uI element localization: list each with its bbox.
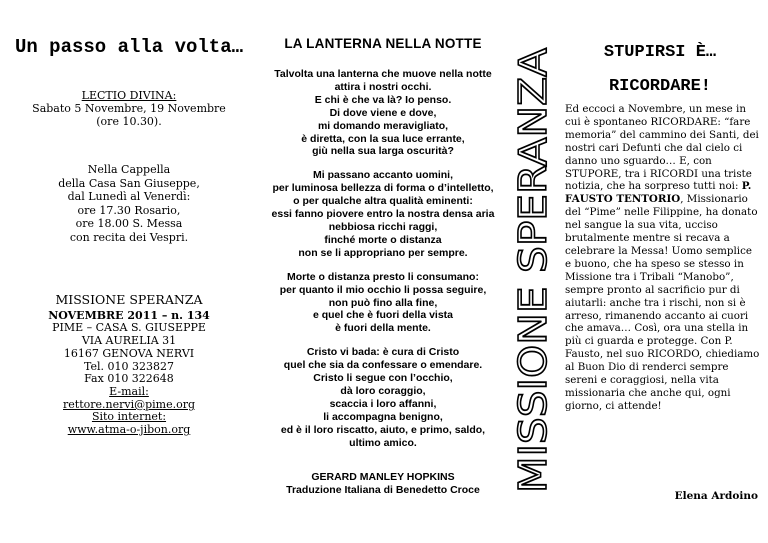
poem-line: non può fino alla fine,	[328, 296, 438, 309]
poem-line: Cristo vi bada: è cura di Cristo	[306, 346, 460, 359]
column-title: Un passo alla volta…	[14, 36, 244, 58]
article-text: Ed eccoci a Novembre, un mese in cui è spontaneo RICORDARE: “fare memoria” del cammino dei Santi, dei nostri cari Defunti che dal cielo ci danno uno sguardo… E, con STUPORE, tra i RICORDI una triste notizia, che ha sorpreso tutti noi:	[565, 103, 759, 193]
address-line: VIA AURELIA 31	[81, 334, 177, 348]
article-title-line: RICORDARE!	[608, 77, 712, 96]
cappella-line: ore 18.00 S. Messa	[75, 217, 183, 231]
issue-number: NOVEMBRE 2011 – n. 134	[48, 308, 210, 322]
cappella-line: ore 17.30 Rosario,	[77, 203, 181, 217]
poem-line: per quanto il mio occhio li possa seguire,	[279, 283, 487, 296]
poem-line: è diretta, con la sua luce errante,	[301, 132, 465, 145]
lectio-line: Sabato 5 Novembre, 19 Novembre	[32, 102, 226, 115]
banner-column	[508, 0, 562, 543]
email-link[interactable]: rettore.nervi@pime.org	[63, 397, 195, 411]
cappella-line: Nella Cappella	[87, 163, 171, 176]
article-text: , Missionario del “Pime” nelle Filippine, ha donato nel sangue la sua vita, ucciso brutalmente mentre si recava a celebrare la Messa! Uomo semplice e buono, che ha speso se stesso in Missione tra i Tribali “Manobo”, sempre pronto al sacrificio pur di aiutarli: anche tra i rischi, non si è arreso, rimanendo accanto ai cuori che amava… Così, ora una stella in più ci guarda e protegge. Con P. Fausto, nel suo RICORDO, chiediamo al Buon Dio di renderci sempre sereni e coraggiosi, nella vita missionaria che anche qui, ogni giorno, ci attende!	[565, 193, 760, 412]
cappella-line: dal Lunedì al Venerdì:	[67, 190, 191, 204]
lectio-line: (ore 10.30).	[96, 115, 162, 128]
article-body	[565, 103, 760, 413]
poem-line: essi fanno piovere entro la nostra densa aria	[271, 208, 495, 221]
address-line: PIME – CASA S. GIUSEPPE	[52, 321, 206, 335]
cappella-line: della Casa San Giuseppe,	[58, 176, 200, 190]
fax-line: Fax 010 322648	[84, 372, 174, 386]
poem-author: GERARD MANLEY HOPKINS	[311, 471, 455, 483]
cappella-line: con recita dei Vespri.	[69, 230, 189, 244]
masthead: MISSIONE SPERANZA	[55, 292, 203, 307]
poem-line: quel che sia da confessare o emendare.	[283, 359, 483, 372]
article-title-line: STUPIRSI È…	[603, 43, 717, 62]
poem-translation: Traduzione Italiana di Benedetto Croce	[286, 484, 480, 496]
poem-line: attira i nostri occhi.	[334, 80, 432, 93]
poem-line: Morte o distanza presto li consumano:	[287, 270, 479, 283]
poem-line: o per qualche altra qualità eminenti:	[293, 195, 473, 208]
poem-body	[262, 68, 504, 460]
poem-line: finché morte o distanza	[324, 233, 442, 246]
poem-line: E chi è che va là? Io penso.	[314, 93, 452, 106]
poem-line: giù nella sua larga oscurità?	[312, 145, 454, 158]
poem-line: mi domando meravigliato,	[317, 119, 449, 132]
article-title	[565, 36, 755, 104]
email-label: E-mail:	[109, 384, 149, 398]
phone-line: Tel. 010 323827	[84, 359, 174, 373]
poem-stanza	[262, 68, 504, 158]
poem-line: scaccia i loro affanni,	[329, 397, 437, 410]
poem-line: Di dove viene e dove,	[329, 106, 437, 119]
poem-line: nebbiosa ricchi raggi,	[328, 220, 438, 233]
signature: Elena Ardoino	[674, 490, 758, 502]
site-link[interactable]: www.atma-o-jibon.org	[67, 423, 191, 437]
info-column	[0, 0, 258, 543]
site-label: Sito internet:	[91, 410, 167, 424]
poem-stanza	[262, 169, 504, 259]
article-column	[565, 0, 768, 543]
lectio-label: LECTIO DIVINA:	[81, 89, 177, 102]
poem-credits	[262, 471, 504, 497]
cappella-block	[0, 163, 258, 245]
poem-stanza	[262, 346, 504, 449]
poem-column	[262, 0, 504, 543]
poem-stanza	[262, 271, 504, 336]
poem-line: è fuori della mente.	[335, 322, 431, 335]
poem-line: ed è il loro riscatto, aiuto, e primo, saldo,	[280, 423, 486, 436]
poem-line: Cristo li segue con l’occhio,	[313, 372, 453, 385]
poem-line: non se li appropriano per sempre.	[298, 246, 468, 259]
poem-line: e quel che è fuori della vista	[312, 309, 454, 322]
lectio-block	[0, 89, 258, 128]
poem-line: ultimo amico.	[349, 436, 417, 449]
banner-text: MISSIONE SPERANZA	[511, 92, 555, 493]
masthead-block	[0, 294, 258, 437]
poem-line: Talvolta una lanterna che muove nella notte	[274, 68, 492, 80]
poem-line: li accompagna benigno,	[323, 410, 443, 423]
vertical-banner	[511, 38, 556, 498]
poem-title: LA LANTERNA NELLA NOTTE	[284, 36, 482, 51]
poem-line: per luminosa bellezza di forma o d’intelletto,	[272, 182, 494, 195]
poem-line: Mi passano accanto uomini,	[312, 169, 454, 182]
poem-line: dà loro coraggio,	[340, 384, 426, 397]
article-name: P. FAUSTO TENTORIO	[565, 180, 752, 206]
address-line: 16167 GENOVA NERVI	[63, 346, 195, 360]
